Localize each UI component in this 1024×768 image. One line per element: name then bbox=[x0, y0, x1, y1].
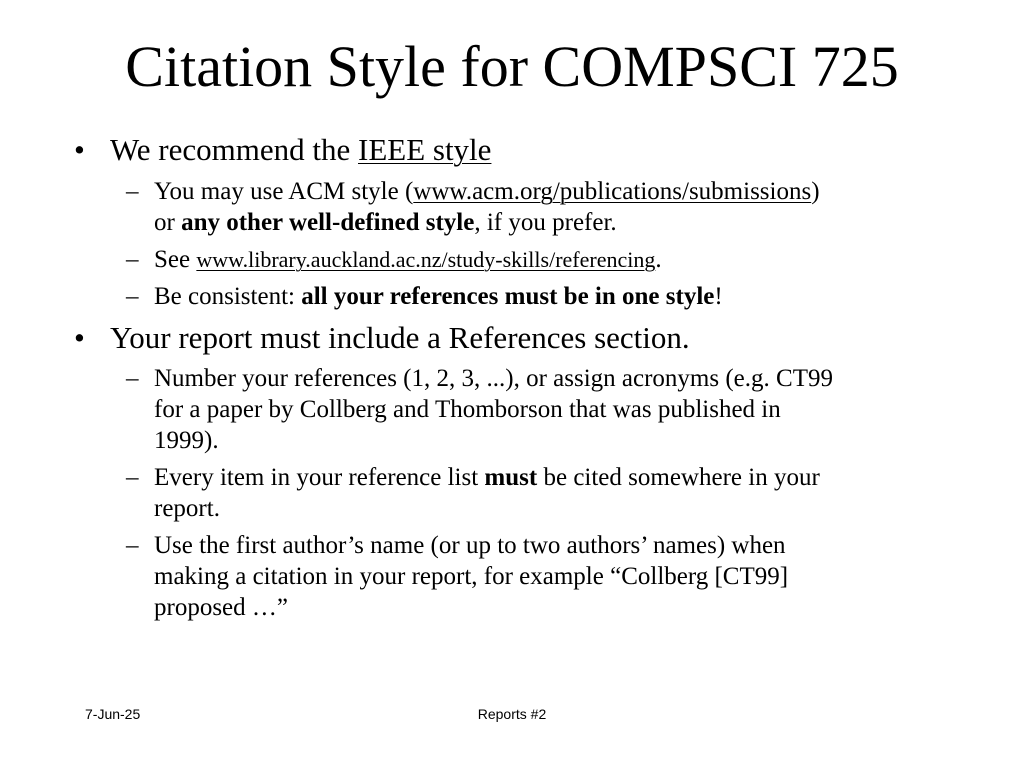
sub-bullet-text: ! bbox=[714, 283, 723, 310]
dash-marker: – bbox=[126, 532, 139, 559]
sub-bullet-line bbox=[154, 462, 944, 493]
library-link[interactable]: www.library.auckland.ac.nz/study-skills/referencing bbox=[196, 247, 656, 272]
sub-bullet-first-author bbox=[126, 530, 944, 623]
bullet-recommend bbox=[74, 132, 492, 168]
sub-bullet-text: or bbox=[154, 209, 182, 236]
dash-marker: – bbox=[126, 246, 139, 273]
sub-bullet-number bbox=[126, 363, 944, 456]
sub-bullet-line: for a paper by Collberg and Thomborson that was published in bbox=[154, 396, 781, 423]
sub-bullet-line: making a citation in your report, for example “Collberg [CT99] bbox=[154, 563, 789, 590]
sub-bullet-text: be cited somewhere in your bbox=[537, 464, 820, 491]
sub-bullet-line: Use the first author’s name (or up to two authors’ names) when bbox=[154, 532, 786, 559]
bullet-marker: • bbox=[74, 320, 85, 355]
sub-bullet-consistent bbox=[126, 281, 944, 312]
sub-bullet-line: proposed …” bbox=[154, 594, 288, 621]
acm-link[interactable]: www.acm.org/publications/submissions bbox=[413, 178, 812, 205]
sub-bullet-see bbox=[126, 244, 944, 275]
footer-slide-label: Reports #2 bbox=[477, 706, 547, 722]
sub-bullet-bold: all your references must be in one style bbox=[301, 283, 715, 310]
sub-bullet-text: You may use ACM style ( bbox=[154, 178, 414, 205]
sub-bullet-line bbox=[154, 207, 944, 238]
bullet-text: Your report must include a References section. bbox=[110, 320, 690, 355]
sub-bullet-text: Be consistent: bbox=[154, 283, 302, 310]
sub-bullet-line: Number your references (1, 2, 3, ...), or assign acronyms (e.g. CT99 bbox=[154, 365, 833, 392]
dash-marker: – bbox=[126, 283, 139, 310]
sub-bullet-bold: any other well-defined style bbox=[181, 209, 475, 236]
bullet-text: We recommend the bbox=[110, 132, 358, 167]
sub-bullet-text: See bbox=[154, 246, 197, 273]
footer-date: 7-Jun-25 bbox=[85, 706, 141, 722]
sub-bullet-line: report. bbox=[154, 495, 220, 522]
sub-bullet-line bbox=[154, 176, 944, 207]
dash-marker: – bbox=[126, 178, 139, 205]
sub-bullet-bold: must bbox=[484, 464, 538, 491]
sub-bullet-every-item bbox=[126, 462, 944, 524]
sub-bullet-text: ) bbox=[811, 178, 820, 205]
sub-bullet-text: . bbox=[655, 246, 662, 273]
sub-bullet-text: , if you prefer. bbox=[474, 209, 617, 236]
bullet-marker: • bbox=[74, 132, 85, 167]
dash-marker: – bbox=[126, 464, 139, 491]
sub-bullet-text: Every item in your reference list bbox=[154, 464, 485, 491]
dash-marker: – bbox=[126, 365, 139, 392]
bullet-references bbox=[74, 320, 690, 356]
slide-title: Citation Style for COMPSCI 725 bbox=[125, 34, 899, 99]
sub-bullet-line: 1999). bbox=[154, 427, 219, 454]
sub-bullet-acm bbox=[126, 176, 944, 238]
ieee-style-link[interactable]: IEEE style bbox=[358, 132, 492, 167]
